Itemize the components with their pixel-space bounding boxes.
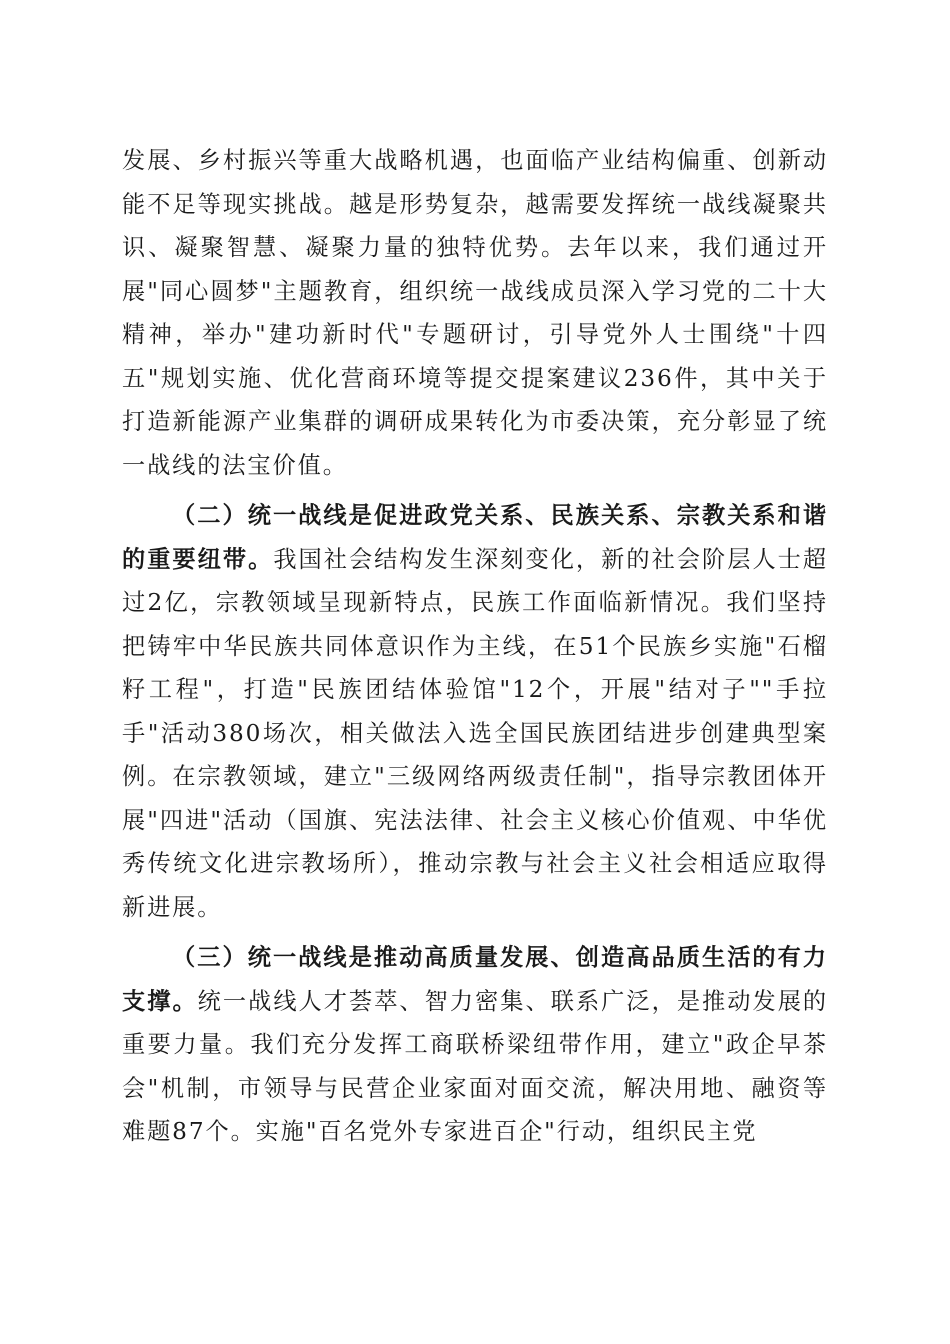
paragraph-2-text: 我国社会结构发生深刻变化，新的社会阶层人士超过2亿，宗教领域呈现新特点，民族工作面临新情况。我们坚持把铸牢中华民族共同体意识作为主线，在51个民族乡实施"石榴籽工程"，打造"民族团结体验馆"12个，开展"结对子""手拉手"活动380场次，相关做法入选全国民族团结进步创建典型案例。在宗教领域，建立"三级网络两级责任制"，指导宗教团体开展"四进"活动（国旗、宪法法律、社会主义核心价值观、中华优秀传统文化进宗教场所），推动宗教与社会主义社会相适应取得新进展。 [122, 545, 828, 921]
paragraph-3-text: 统一战线人才荟萃、智力密集、联系广泛，是推动发展的重要力量。我们充分发挥工商联桥梁纽带作用，建立"政企早茶会"机制，市领导与民营企业家面对面交流，解决用地、融资等难题87个。实施"百名党外专家进百企"行动，组织民主党 [122, 987, 828, 1145]
paragraph-1-text: 发展、乡村振兴等重大战略机遇，也面临产业结构偏重、创新动能不足等现实挑战。越是形势复杂，越需要发挥统一战线凝聚共识、凝聚智慧、凝聚力量的独特优势。去年以来，我们通过开展"同心圆梦"主题教育，组织统一战线成员深入学习党的二十大精神，举办"建功新时代"专题研讨，引导党外人士围绕"十四五"规划实施、优化营商环境等提交提案建议236件，其中关于打造新能源产业集群的调研成果转化为市委决策，充分彰显了统一战线的法宝价值。 [122, 147, 828, 479]
paragraph-3-heading: （三）统一战线是推动高质量发展、创造高品质生活的有力支撑。 [122, 944, 828, 1015]
document-page [122, 139, 828, 1154]
paragraph-1 [122, 139, 828, 487]
paragraph-3 [122, 936, 828, 1154]
paragraph-2-heading: （二）统一战线是促进政党关系、民族关系、宗教关系和谐的重要纽带。 [122, 502, 828, 573]
paragraph-2 [122, 494, 828, 929]
